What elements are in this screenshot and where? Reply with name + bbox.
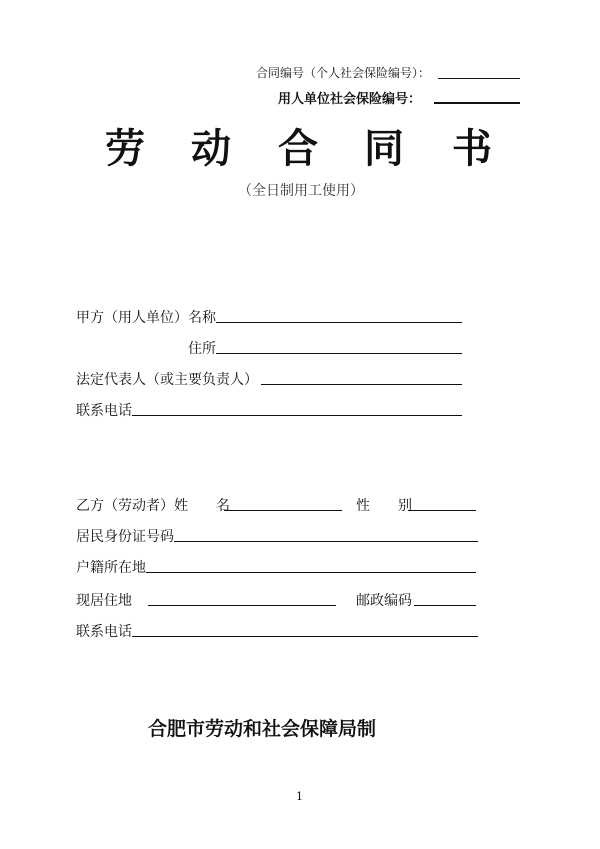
party-b-hukou-blank[interactable] <box>146 572 476 573</box>
party-a-phone-blank[interactable] <box>132 415 462 416</box>
party-a-name-blank[interactable] <box>216 322 462 323</box>
party-a-name-label: 甲方（用人单位）名称 <box>76 310 216 326</box>
contract-number-label: 合同编号（个人社会保险编号）： <box>256 66 431 80</box>
party-a-address-label: 住所 <box>188 341 216 357</box>
title-char-4: 同 <box>364 125 404 172</box>
party-b-postal-label: 邮政编码 <box>356 593 412 609</box>
party-b-phone-label: 联系电话 <box>76 624 132 640</box>
party-b-residence-label: 现居住地 <box>76 593 132 609</box>
party-a-legal-rep-blank[interactable] <box>261 384 462 385</box>
title-char-2: 动 <box>191 125 231 172</box>
party-b-residence-blank[interactable] <box>148 605 336 606</box>
party-a-legal-rep-label: 法定代表人（或主要负责人） <box>76 372 258 388</box>
employer-social-security-blank[interactable] <box>434 102 520 104</box>
issuer-footer: 合肥市劳动和社会保障局制 <box>148 718 377 740</box>
party-b-name-blank[interactable] <box>224 510 342 511</box>
party-b-postal-blank[interactable] <box>414 605 476 606</box>
title-char-3: 合 <box>278 125 318 172</box>
party-b-gender-blank[interactable] <box>408 510 476 511</box>
party-a-address-blank[interactable] <box>216 353 462 354</box>
subtitle: （全日制用工使用） <box>238 183 364 199</box>
party-b-gender-label: 性 别 <box>356 498 412 514</box>
party-b-name-label: 乙方（劳动者）姓 名 <box>76 498 230 514</box>
employer-social-security-label: 用人单位社会保险编号： <box>278 92 422 107</box>
contract-number-blank[interactable] <box>438 78 520 79</box>
title-char-1: 劳 <box>105 125 145 172</box>
party-b-id-blank[interactable] <box>174 541 478 542</box>
party-b-phone-blank[interactable] <box>132 636 478 637</box>
party-a-phone-label: 联系电话 <box>76 403 132 419</box>
party-b-id-label: 居民身份证号码 <box>76 529 174 545</box>
title-char-5: 书 <box>452 125 492 172</box>
party-b-hukou-label: 户籍所在地 <box>76 560 146 576</box>
page-number: 1 <box>296 790 303 803</box>
